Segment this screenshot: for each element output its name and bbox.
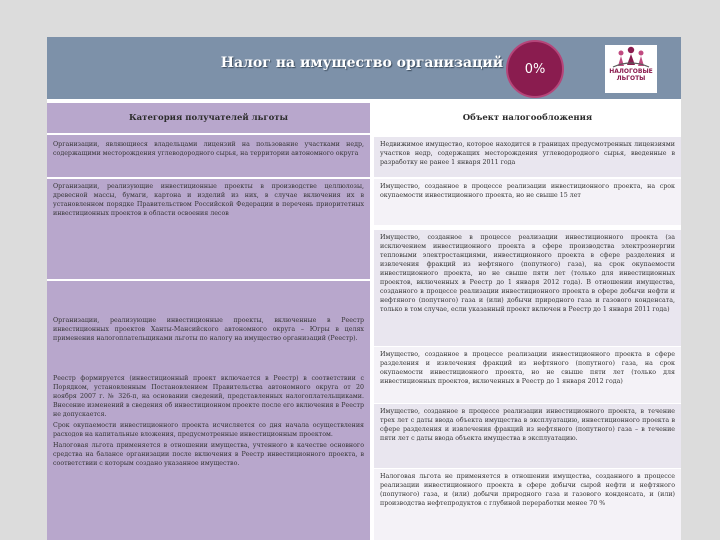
left-cell-3: Организации, реализующие инвестиционные проекты, включенные в Реестр инвестиционных проектов Ханты-Мансийского автономного округа – Югры в целях применения налогоплательщиками льготы по налогу на имущество организаций (Реестр).	[53, 317, 364, 342]
people-icon	[605, 45, 657, 69]
left-cell-4	[47, 371, 370, 531]
slide	[47, 37, 681, 540]
right-cell-1: Недвижимое имущество, которое находится в границах предусмотренных лицензиями участков недр, содержащих месторождения углеводородного сырья, введенные в разработку не ранее 1 января 2011 года	[374, 137, 681, 177]
right-cell-5: Имущество, созданное в процессе реализации инвестиционного проекта, в течение трех лет с даты ввода объекта имущества в эксплуатацию, инвестиционного проекта в сфере разделения и извлечения фракций из нефтяного (попутного) газа – в течение пяти лет с даты ввода объекта имущества в эксплуатацию.	[374, 404, 681, 468]
beneficiary-column	[47, 103, 370, 540]
progress-indicator: 0%	[506, 40, 564, 98]
right-cell-3: Имущество, созданное в процессе реализации инвестиционного проекта (за исключением инвестиционного проекта в сфере производства электроэнергии тепловыми электростанциями, инвестиционного проекта в сфере разделения и извлечения фракций из нефтяного (попутного) газа), на срок окупаемости инвестиционного проекта, но не свыше пяти лет (только для инвестиционных проектов, включенных в Реестр до 1 января 2012 года). В отношении имущества, созданного в процессе реализации инвестиционного проекта в сфере добычи нефти и нефтяного (попутного) газа и (или) добычи природного газа и газового конденсата, только в том случае, если указанный проект включен в Реестр до 1 января 2011 года)	[374, 230, 681, 346]
page-title: Налог на имущество организаций	[220, 55, 504, 71]
left-cell-1: Организации, являющиеся владельцами лицензий на пользование участками недр, содержащими месторождения углеводородного сырья, на территории автономного округа	[53, 141, 364, 157]
tax-benefits-logo	[605, 45, 657, 93]
column-header-beneficiary: Категория получателей льготы	[47, 103, 370, 133]
registry-paragraph: Реестр формируется (инвестиционный проект включается в Реестр) в соответствии с Порядком, установленным Постановлением Правительства автономного округа от 20 ноября 2007 г. № 326-п, на основании сведений, представленных налогоплательщиками. Внесение изменений в сведения об инвестиционном проекте после его включения в Реестр не допускается.	[53, 375, 364, 418]
benefit-paragraph: Налоговая льгота применяется в отношении имущества, учтенного в качестве основного средства на балансе организации после включения в Реестр инвестиционного проекта, в соответствии с которым создано указанное имущество.	[53, 442, 364, 467]
taxation-object-column	[374, 103, 681, 540]
payback-paragraph: Срок окупаемости инвестиционного проекта исчисляется со дня начала осуществления расходов на капитальные вложения, предусмотренные инвестиционным проектом.	[53, 422, 364, 438]
header-bar	[47, 37, 681, 99]
right-cell-4: Имущество, созданное в процессе реализации инвестиционного проекта в сфере разделения и извлечения фракций из нефтяного (попутного) газа, на срок окупаемости инвестиционного проекта, но не свыше пяти лет (только для инвестиционных проектов, включенных в Реестр до 1 января 2012 года)	[374, 347, 681, 403]
left-cell-2: Организации, реализующие инвестиционные проекты в производстве целлюлозы, древесной массы, бумаги, картона и изделий из них, в случае включения их в установленном порядке Правительством Российской Федерации в перечень приоритетных инвестиционных проектов в области освоения лесов	[53, 183, 364, 217]
right-cell-2: Имущество, созданное в процессе реализации инвестиционного проекта, на срок окупаемости инвестиционного проекта, но не свыше 15 лет	[374, 179, 681, 225]
right-cell-6: Налоговая льгота не применяется в отношении имущества, созданного в процессе реализации инвестиционного проекта в сфере добычи сырой нефти и нефтяного (попутного) газа, и (или) добычи природного газа и газового конденсата, и (или) производства нефтепродуктов с глубиной переработки менее 70 %	[374, 469, 681, 540]
logo-caption: НАЛОГОВЫЕ ЛЬГОТЫ	[609, 68, 653, 82]
column-header-object: Объект налогообложения	[374, 103, 681, 133]
